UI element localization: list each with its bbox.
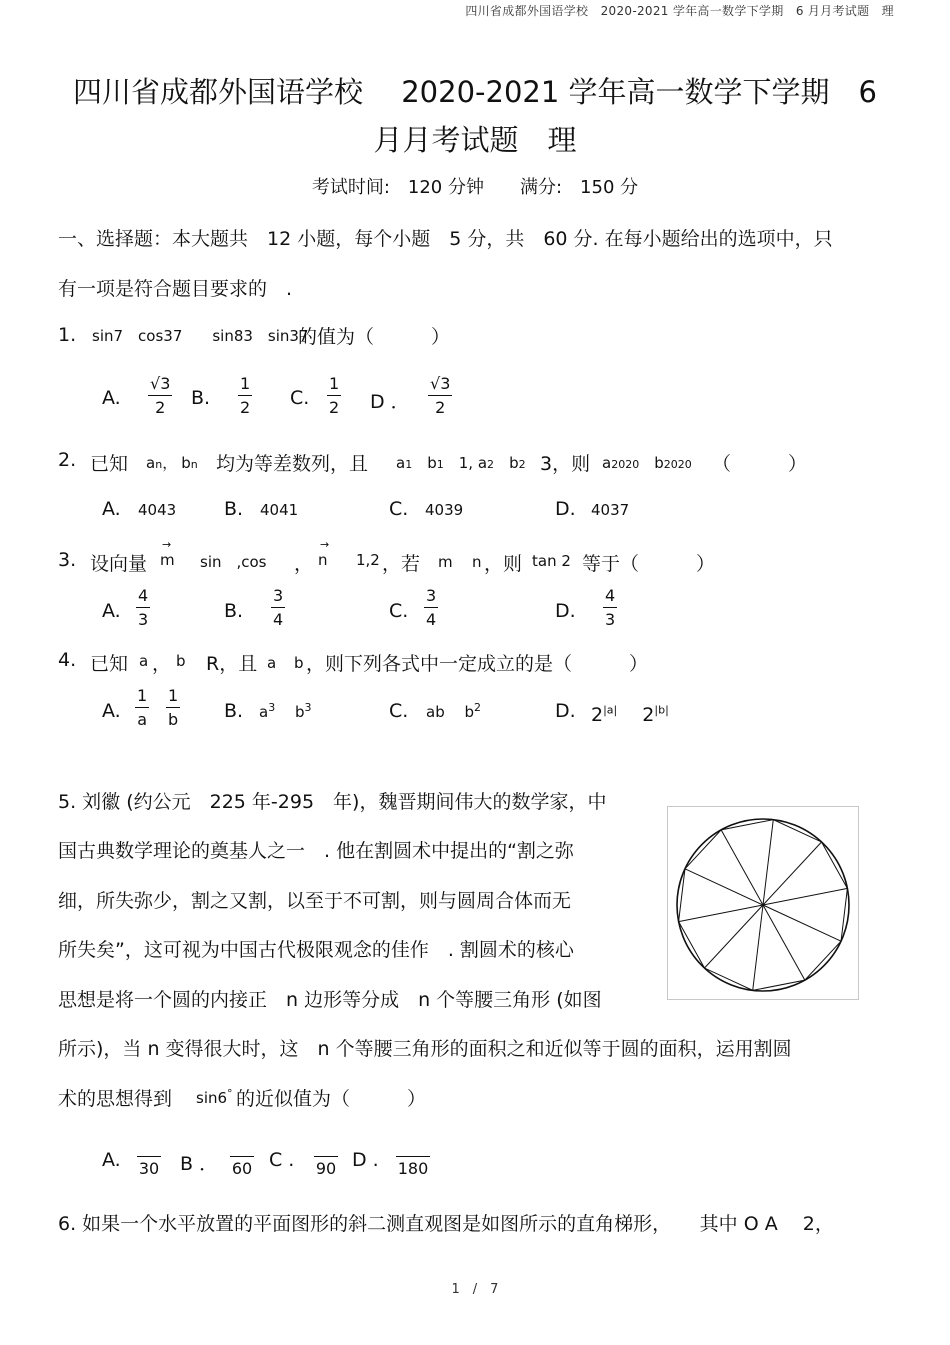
q3-option-d-label: D. bbox=[555, 600, 576, 622]
q5-line-6: 所示)，当 n 变得很大时，这 n 个等腰三角形的面积之和近似等于圆的面积，运用割圆 bbox=[58, 1038, 792, 1060]
q4-option-d-label: D. bbox=[555, 700, 576, 722]
q4-option-b-label: B. bbox=[224, 700, 244, 722]
q3-option-c-label: C. bbox=[389, 600, 409, 622]
q2-text-2: 均为等差数列，且 bbox=[216, 453, 369, 475]
q4-cond-a: a bbox=[267, 654, 277, 672]
q4-option-a-frac-2: $\frac{1}{b}$ bbox=[168, 686, 179, 729]
q4-real: R，且 bbox=[206, 653, 258, 675]
q1-option-b-label: B. bbox=[191, 387, 211, 409]
q2-text-1: 已知 bbox=[90, 453, 129, 475]
q4-option-a-frac-1: $\frac{1}{a}$ bbox=[137, 686, 148, 729]
q1-option-c-label: C. bbox=[290, 387, 310, 409]
q3-tan: tan 2 bbox=[532, 552, 571, 570]
q3-vector-arrow-n: → bbox=[320, 538, 330, 551]
q4-tail: ，则下列各式中一定成立的是（ ） bbox=[306, 653, 649, 675]
radius-spoke bbox=[721, 830, 763, 905]
q3-option-a-label: A. bbox=[102, 600, 121, 622]
radius-spoke bbox=[753, 905, 763, 990]
q5-line-5: 思想是将一个圆的内接正 n 边形等分成 n 个等腰三角形 (如图 bbox=[58, 989, 602, 1011]
q4-option-c-label: C. bbox=[389, 700, 409, 722]
q3-n-perp: n bbox=[472, 553, 482, 571]
q5-option-b-value: 60 bbox=[230, 1148, 254, 1178]
radius-spoke bbox=[763, 905, 841, 941]
q3-option-b-label: B. bbox=[224, 600, 244, 622]
q4-option-a-label: A. bbox=[102, 700, 121, 722]
q3-option-b-value: $\frac{3}{4}$ bbox=[273, 586, 284, 629]
q5-option-d-value: 180 bbox=[396, 1148, 430, 1178]
q2-number: 2. bbox=[58, 449, 77, 471]
radius-spoke bbox=[685, 869, 763, 905]
exam-info: 考试时间: 120 分钟 满分: 150 分 bbox=[311, 177, 639, 198]
q1-option-d-value: $\frac{√3}{2}$ bbox=[430, 374, 451, 417]
q4-cond-b: b bbox=[294, 654, 304, 672]
question-6-text: 6. 如果一个水平放置的平面图形的斜二测直观图是如图所示的直角梯形， 其中 O A 2， bbox=[58, 1213, 834, 1235]
page-number: 1 / 7 bbox=[451, 1282, 499, 1297]
q5-option-a-value: 30 bbox=[137, 1148, 161, 1178]
q3-then: ，则 bbox=[484, 553, 523, 575]
q3-m-perp: m bbox=[438, 553, 453, 571]
q2-condition: a1 b1 1, a2 b2 bbox=[396, 454, 526, 472]
q3-vector-n-value: 1,2 bbox=[356, 551, 380, 569]
page-title-line2: 月月考试题 理 bbox=[373, 123, 577, 157]
q3-comma-1: ， bbox=[294, 553, 314, 575]
q4-var-b: b bbox=[176, 652, 186, 670]
q3-text-1: 设向量 bbox=[90, 553, 148, 575]
q1-option-c-value: $\frac{1}{2}$ bbox=[329, 374, 340, 417]
q5-line-7c: 的近似值为（ ） bbox=[236, 1088, 427, 1110]
q5-line-7-func: sin6° bbox=[196, 1087, 233, 1107]
q2-option-b-label: B. bbox=[224, 498, 244, 520]
q5-line-1: 5. 刘徽 (约公元 225 年-295 年)，魏晋期间伟大的数学家，中 bbox=[58, 791, 607, 813]
q2-option-d-value: 4037 bbox=[591, 501, 630, 519]
q1-option-d-label: D ． bbox=[370, 391, 410, 413]
radius-spoke bbox=[763, 820, 773, 905]
page-header: 四川省成都外国语学校 2020-2021 学年高一数学下学期 6 月月考试题 理 bbox=[465, 4, 894, 18]
q4-option-b-value: $a^3$ $b^3$ bbox=[259, 701, 312, 721]
q2-target: a2020 b2020 bbox=[602, 454, 692, 472]
q1-tail: 的值为（ ） bbox=[298, 326, 451, 348]
q4-option-d-value: $2^{|a|}$ $2^{|b|}$ bbox=[591, 703, 669, 726]
radius-spoke bbox=[763, 905, 805, 980]
section-instructions-line2: 有一项是符合题目要求的 . bbox=[58, 278, 293, 300]
q5-line-7a: 术的思想得到 bbox=[58, 1088, 173, 1110]
q1-number: 1. bbox=[58, 324, 77, 346]
q2-option-d-label: D. bbox=[555, 498, 576, 520]
inscribed-polygon-figure bbox=[667, 806, 859, 1000]
q3-vector-n: n bbox=[318, 551, 328, 569]
q2-condition-tail: 3，则 bbox=[540, 453, 591, 475]
page-title-line1: 四川省成都外国语学校 2020-2021 学年高一数学下学期 6 bbox=[73, 75, 877, 109]
q2-seq-a: an， bn bbox=[146, 454, 198, 472]
q5-line-2: 国古典数学理论的奠基人之一 . 他在割圆术中提出的“割之弥 bbox=[58, 840, 574, 862]
q5-line-3: 细，所失弥少，割之又割，以至于不可割，则与圆周合体而无 bbox=[58, 890, 572, 912]
q5-option-c-value: 90 bbox=[314, 1148, 338, 1178]
q2-option-a-value: 4043 bbox=[138, 501, 177, 519]
q3-option-d-value: $\frac{4}{3}$ bbox=[605, 586, 616, 629]
q4-comma: ， bbox=[152, 653, 172, 675]
q1-option-b-value: $\frac{1}{2}$ bbox=[240, 374, 251, 417]
q4-var-a: a bbox=[139, 652, 149, 670]
q2-option-b-value: 4041 bbox=[260, 501, 299, 519]
q3-option-c-value: $\frac{3}{4}$ bbox=[426, 586, 437, 629]
q2-paren: （ ） bbox=[712, 453, 808, 475]
q2-option-a-label: A. bbox=[102, 498, 121, 520]
q2-option-c-value: 4039 bbox=[425, 501, 464, 519]
q3-tail: 等于（ ） bbox=[582, 553, 716, 575]
q3-number: 3. bbox=[58, 549, 77, 571]
q4-text-1: 已知 bbox=[90, 653, 129, 675]
q3-option-a-value: $\frac{4}{3}$ bbox=[138, 586, 149, 629]
q5-option-b-label: B ． bbox=[180, 1153, 219, 1175]
q3-vector-m-value: sin ,cos bbox=[200, 553, 267, 571]
q3-condition: ，若 bbox=[382, 553, 421, 575]
q1-expression: sin7 cos37 sin83 sin37 bbox=[92, 327, 309, 345]
q5-option-c-label: C . bbox=[269, 1149, 295, 1171]
q1-option-a-label: A. bbox=[102, 387, 121, 409]
q5-option-d-label: D . bbox=[352, 1149, 379, 1171]
q4-option-c-value: ab $b^2$ bbox=[426, 701, 482, 721]
q2-option-c-label: C. bbox=[389, 498, 409, 520]
q5-line-4: 所失矣”，这可视为中国古代极限观念的佳作 . 割圆术的核心 bbox=[58, 939, 574, 961]
q4-number: 4. bbox=[58, 649, 77, 671]
q3-vector-m: m bbox=[160, 551, 175, 569]
section-instructions-line1: 一、选择题：本大题共 12 小题，每个小题 5 分，共 60 分. 在每小题给出的选项中，只 bbox=[58, 228, 833, 250]
q3-vector-arrow-m: → bbox=[162, 538, 172, 551]
q5-option-a-label: A. bbox=[102, 1149, 121, 1171]
q1-option-a-value: $\frac{√3}{2}$ bbox=[150, 374, 171, 417]
polygon-circle-svg bbox=[668, 807, 858, 999]
